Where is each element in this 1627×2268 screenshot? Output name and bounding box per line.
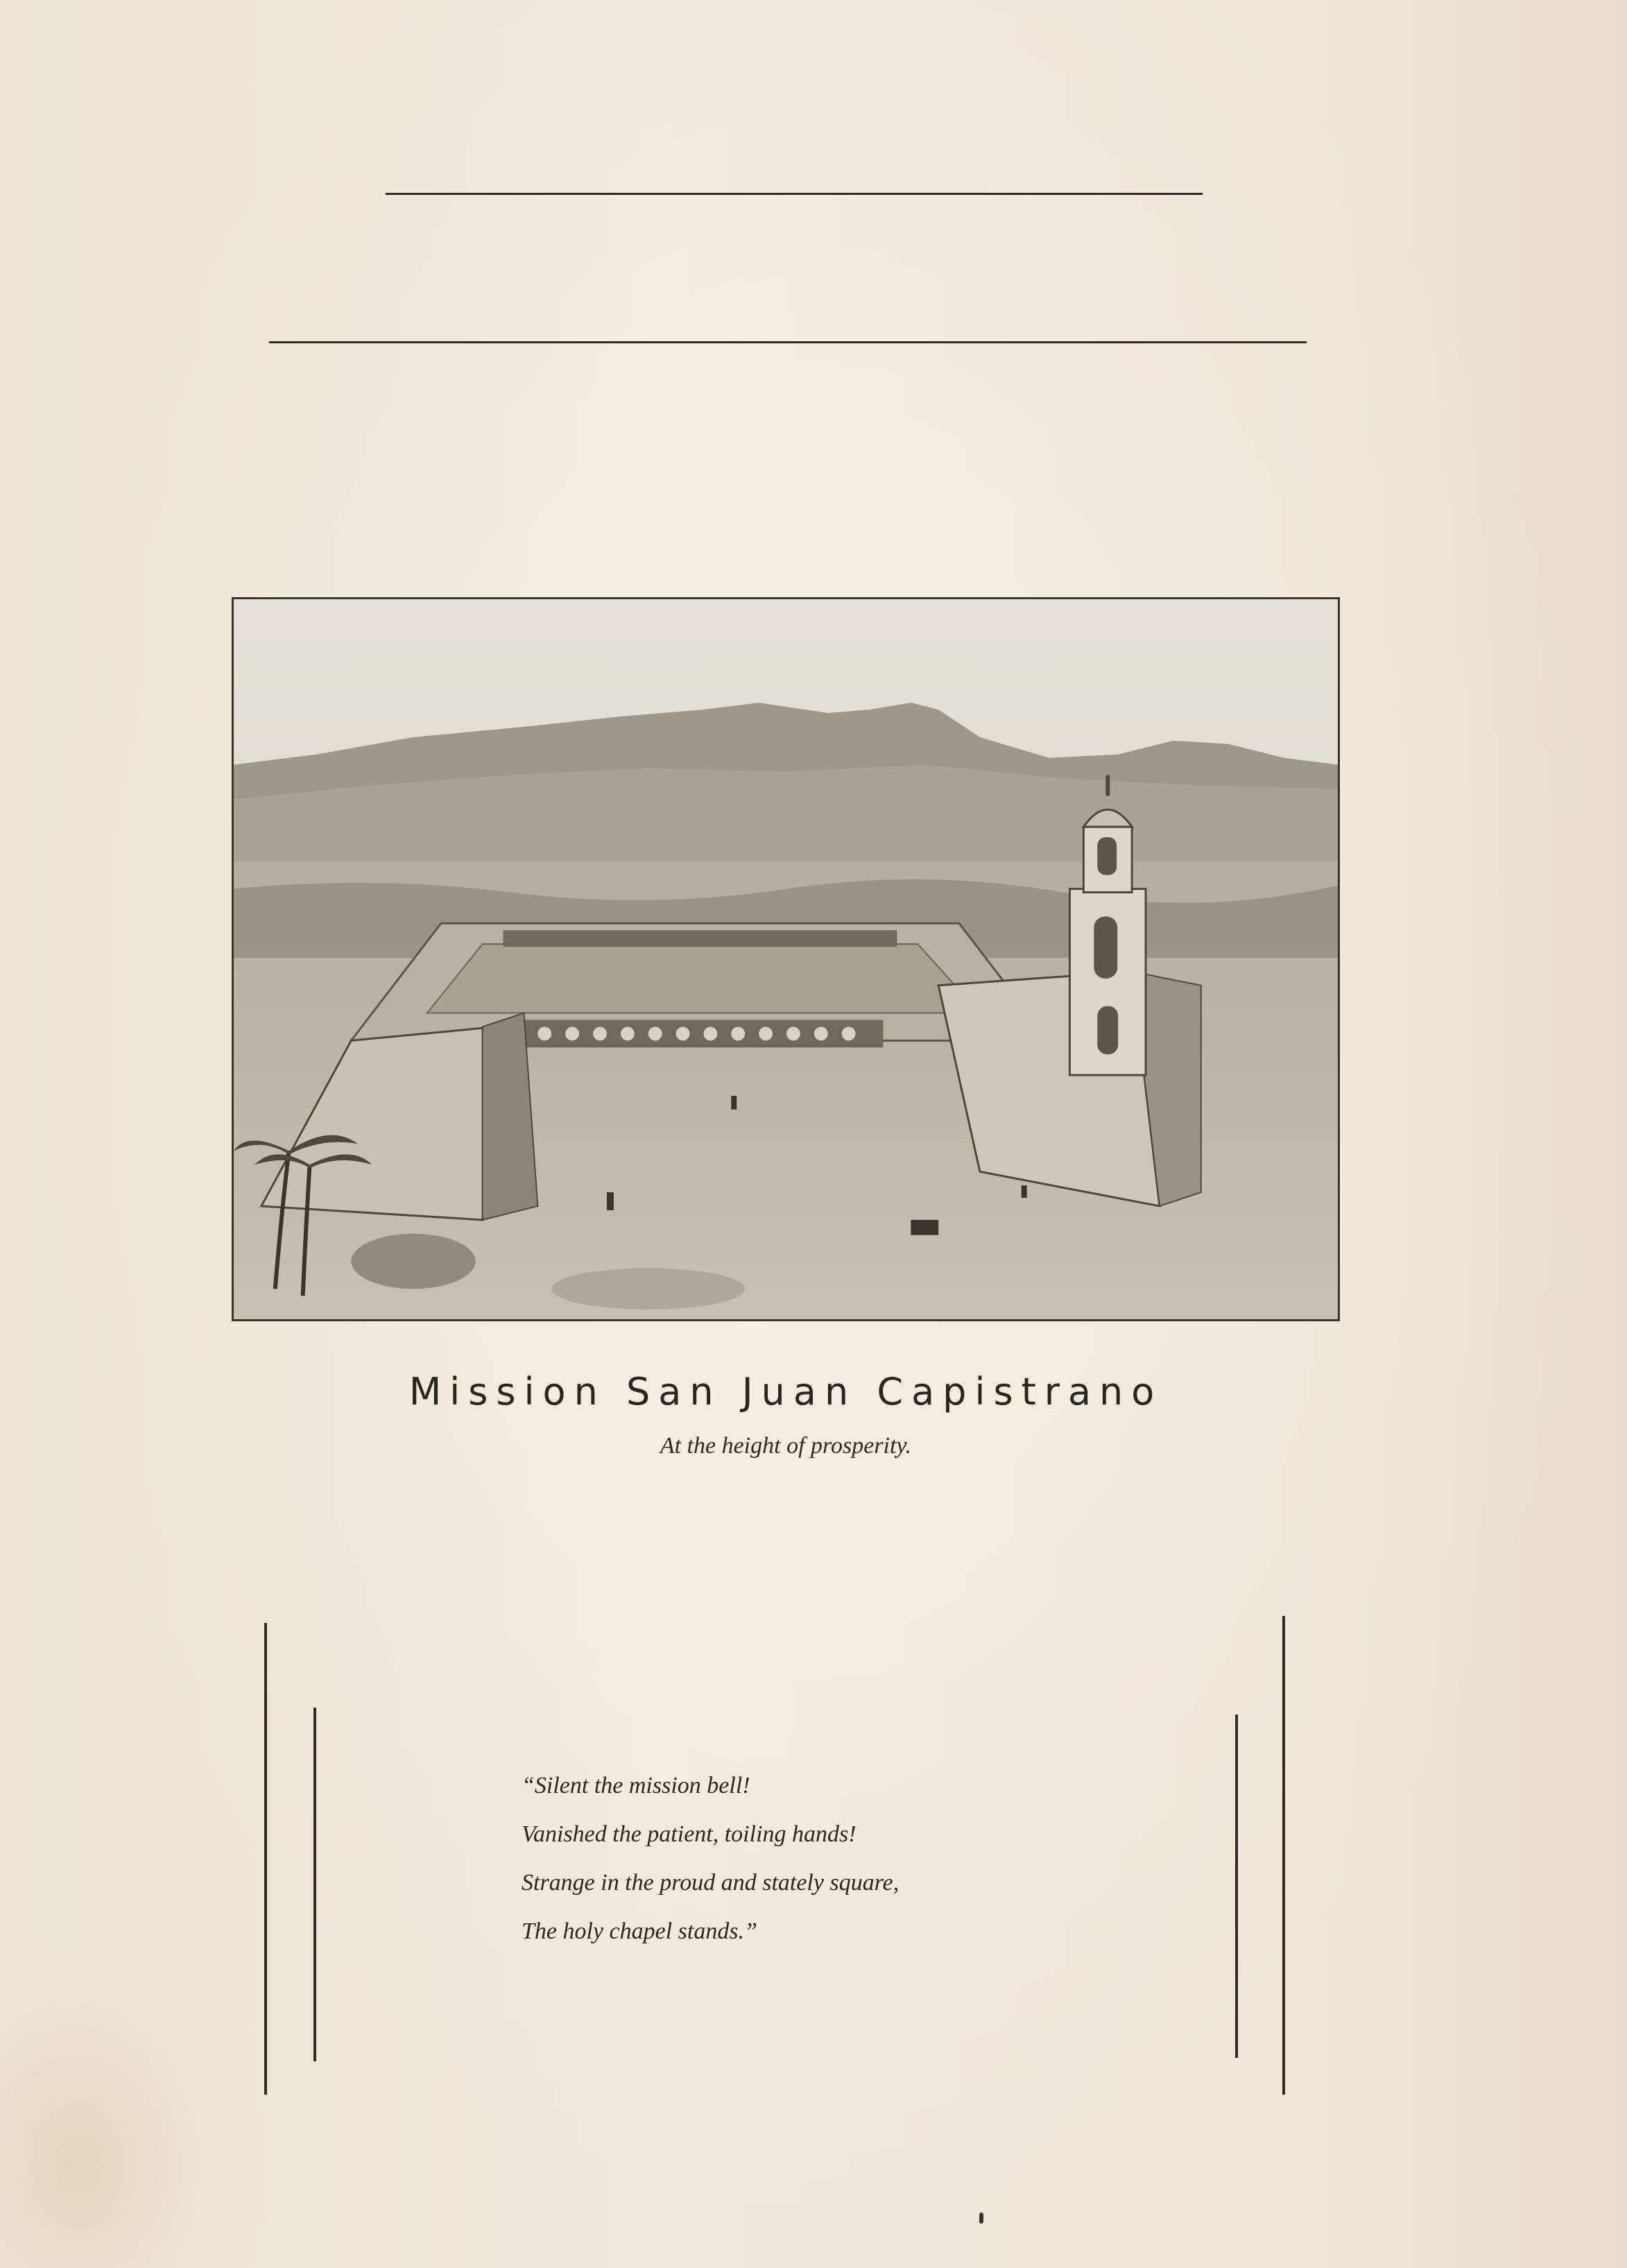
poem-line: Vanished the patient, toiling hands!	[522, 1821, 856, 1847]
poem-line: “Silent the mission bell!	[522, 1773, 750, 1798]
mission-illustration-svg	[234, 599, 1338, 1319]
poem-line: The holy chapel stands.”	[522, 1918, 757, 1944]
poem-frame-inner-left	[313, 1708, 316, 2061]
page-mark	[979, 2213, 983, 2224]
poem-line: Strange in the proud and stately square,	[522, 1870, 899, 1896]
poem	[522, 1762, 1146, 1956]
poem-frame-inner-right	[1235, 1715, 1238, 2058]
poem-frame-outer-right	[1282, 1616, 1285, 2095]
caption-subtitle: At the height of prosperity.	[660, 1433, 912, 1459]
top-rule-lower	[269, 341, 1307, 343]
paper-stain	[0, 1928, 264, 2268]
top-rule-upper	[386, 193, 1203, 195]
mission-illustration	[232, 597, 1340, 1321]
caption-title: Mission San Juan Capistrano	[408, 1370, 1163, 1414]
poem-frame-outer-left	[264, 1623, 267, 2095]
